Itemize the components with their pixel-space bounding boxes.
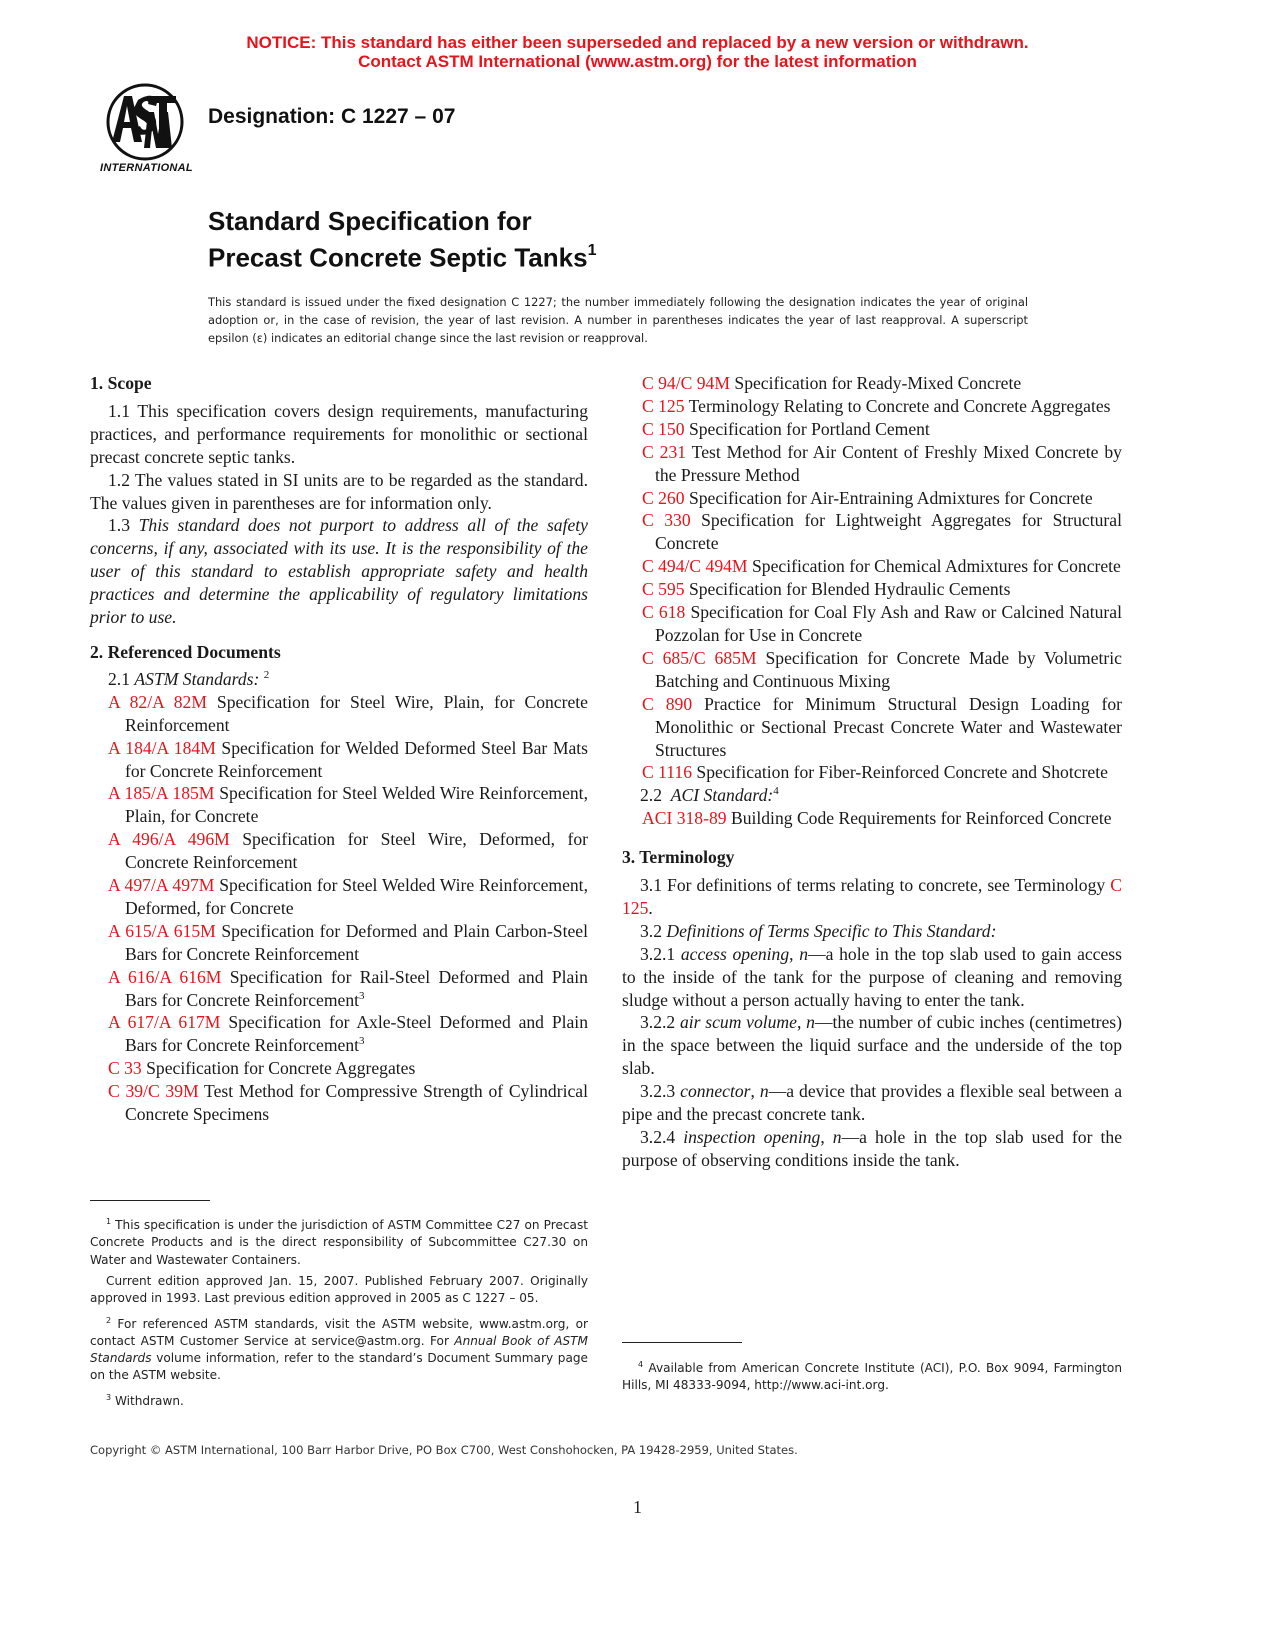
definition-term: air scum volume	[679, 1012, 797, 1033]
reference-code-link[interactable]: C 890	[642, 693, 693, 714]
reference-title: Specification for Welded Deformed Steel Bar Mats for Concrete Reinforcement	[125, 737, 589, 781]
definition-item: 3.2.3 connector, n—a device that provides a flexible seal between a pipe and the precast concrete tank.	[622, 1081, 1123, 1125]
reference-item	[622, 509, 1122, 555]
paragraph-1-2: 1.2 The values stated in SI units are to be regarded as the standard. The values given in parentheses are for information only.	[90, 469, 588, 513]
reference-title: Specification for Fiber-Reinforced Concrete and Shotcrete	[696, 762, 1108, 783]
reference-item	[622, 441, 1122, 487]
reference-title: Specification for Concrete Aggregates	[146, 1058, 416, 1079]
definition-term: inspection opening	[683, 1127, 821, 1147]
reference-title: Specification for Portland Cement	[688, 418, 930, 439]
reference-code-link[interactable]: C 125	[622, 875, 1122, 918]
reference-code-link[interactable]: A 82/A 82M	[108, 691, 207, 712]
reference-title: Specification for Blended Hydraulic Cements	[688, 579, 1011, 600]
definition-item: 3.2.2 air scum volume, n—the number of cubic inches (centimetres) in the space between the liquid surface and the underside of the top slab.	[622, 1012, 1122, 1079]
reference-item	[90, 691, 588, 737]
reference-title: Specification for Ready-Mixed Concrete	[734, 373, 1022, 393]
reference-code-link[interactable]: A 617/A 617M	[108, 1012, 221, 1033]
reference-code-link[interactable]: C 1116	[642, 762, 693, 783]
reference-item	[622, 578, 1122, 601]
footnote-rule-left	[90, 1200, 210, 1201]
reference-item	[90, 737, 588, 783]
reference-item	[90, 1057, 588, 1080]
reference-code-link[interactable]: C 39/C 39M	[108, 1081, 199, 1102]
reference-item	[622, 761, 1122, 784]
footnote-marker: 3	[359, 1035, 365, 1048]
reference-code-link[interactable]: A 496/A 496M	[108, 829, 230, 850]
section-heading-scope: 1. Scope	[90, 373, 152, 393]
reference-title: Specification for Steel Welded Wire Reinforcement, Plain, for Concrete	[125, 783, 588, 827]
issued-note: This standard is issued under the fixed designation C 1227; the number immediately following the designation indicates the year of original adoption or, in the case of revision, the year of last revision. A number in parentheses indicates the year of last reapproval. A superscript epsilon (ε) indicates an editorial change since the last revision or reapproval.	[208, 295, 1028, 345]
reference-item	[90, 828, 588, 874]
reference-item	[622, 487, 1122, 510]
astm-reference-list-right	[622, 372, 1122, 784]
reference-item	[622, 601, 1122, 647]
reference-code-link[interactable]: A 185/A 185M	[108, 783, 215, 804]
reference-code-link[interactable]: C 618	[642, 602, 686, 623]
reference-code-link[interactable]: C 685/C 685M	[642, 647, 757, 668]
title-footnote-marker: 1	[587, 242, 597, 259]
title-line-1: Standard Specification for	[208, 206, 532, 236]
reference-code-link[interactable]: C 33	[108, 1058, 142, 1079]
footnote-marker: 3	[359, 989, 365, 1002]
section-heading-referenced-documents: 2. Referenced Documents	[90, 641, 281, 662]
reference-title: Test Method for Air Content of Freshly Mixed Concrete by the Pressure Method	[655, 441, 1122, 485]
reference-item	[622, 418, 1122, 441]
reference-title: Specification for Steel Wire, Deformed, for Concrete Reinforcement	[125, 829, 588, 873]
reference-item	[90, 1080, 588, 1126]
footnote-2: $^2$ For referenced ASTM standards, visit the ASTM website, www.astm.org, or contact ASTM Customer Service at service@astm.org. For Annual Book of ASTM Standards volume information, refer to the standard’s Document Summary page on the ASTM website.	[90, 1315, 588, 1383]
reference-item	[622, 647, 1122, 693]
reference-item	[90, 874, 588, 920]
section-heading-terminology: 3. Terminology	[622, 847, 735, 868]
logo-caption: INTERNATIONAL	[100, 162, 193, 174]
footnote-rule-right	[622, 1342, 742, 1343]
reference-item	[622, 555, 1122, 578]
reference-title: Specification for Rail-Steel Deformed and Plain Bars for Concrete Reinforcement	[125, 966, 588, 1010]
astm-standards-label: 2.1 ASTM Standards: $^2$	[108, 668, 270, 689]
reference-code-link[interactable]: A 615/A 615M	[108, 920, 216, 941]
reference-code-link[interactable]: C 231	[642, 441, 687, 462]
definition-item: 3.2.1 access opening, n—a hole in the top slab used to gain access to the inside of the tank for the purpose of cleaning and removing sludge without a person actually having to enter the tank.	[622, 943, 1122, 1010]
reference-title: Specification for Concrete Made by Volumetric Batching and Continuous Mixing	[655, 647, 1122, 691]
title-line-2: Precast Concrete Septic Tanks$^1$	[208, 242, 597, 273]
reference-title: Specification for Lightweight Aggregates for Structural Concrete	[655, 510, 1122, 554]
reference-code-link[interactable]: ACI 318-89	[642, 808, 727, 829]
definitions-list	[622, 943, 1122, 1172]
reference-title: Specification for Deformed and Plain Carbon-Steel Bars for Concrete Reinforcement	[125, 920, 588, 964]
reference-title: Specification for Steel Welded Wire Reinforcement, Deformed, for Concrete	[125, 875, 588, 918]
reference-code-link[interactable]: C 330	[642, 510, 691, 531]
notice-line-2: Contact ASTM International (www.astm.org) for the latest information	[358, 52, 917, 71]
reference-item	[90, 920, 588, 966]
reference-code-link[interactable]: A 184/A 184M	[108, 737, 216, 758]
footnote-4: $^4$ Available from American Concrete Institute (ACI), P.O. Box 9094, Farmington Hills, MI 48333-9094, http://www.aci-int.org.	[622, 1360, 1122, 1393]
designation: Designation: C 1227 – 07	[208, 105, 456, 128]
reference-title: Specification for Air-Entraining Admixtures for Concrete	[688, 487, 1093, 508]
copyright-line: Copyright © ASTM International, 100 Barr Harbor Drive, PO Box C700, West Conshohocken, PA 19428-2959, United States.	[90, 1443, 798, 1457]
reference-item	[90, 1011, 588, 1057]
reference-item	[622, 372, 1122, 395]
footnote-3: $^3$ Withdrawn.	[106, 1392, 184, 1408]
paragraph-1-3: 1.3 This standard does not purport to address all of the safety concerns, if any, associated with its use. It is the responsibility of the user of this standard to establish appropriate safety and health practices and determine the applicability of regulatory limitations prior to use.	[90, 515, 588, 628]
footnotes-right	[622, 1356, 1122, 1399]
definition-term: connector	[680, 1081, 751, 1102]
document-title	[208, 206, 596, 274]
reference-code-link[interactable]: C 595	[642, 579, 685, 600]
aci-standard-label: 2.2 ACI Standard:$^4$	[640, 785, 779, 806]
footnote-1-continued: Current edition approved Jan. 15, 2007. Published February 2007. Originally approved in 1993. Last previous edition approved in 2005 as C 1227 – 05.	[90, 1273, 588, 1306]
reference-item	[622, 395, 1122, 418]
footnote-1: $^1$ This specification is under the jurisdiction of ASTM Committee C27 on Precast Concrete Products and is the direct responsibility of Subcommittee C27.30 on Water and Wastewater Containers.	[90, 1217, 588, 1267]
left-column	[90, 372, 588, 1126]
paragraph-3-2: 3.2 Definitions of Terms Specific to This Standard:	[640, 920, 997, 941]
reference-code-link[interactable]: C 94/C 94M	[642, 373, 730, 393]
reference-code-link[interactable]: C 494/C 494M	[642, 556, 748, 577]
page-number: 1	[633, 1497, 642, 1517]
reference-title: Specification for Coal Fly Ash and Raw or Calcined Natural Pozzolan for Use in Concrete	[655, 602, 1122, 645]
footnotes-left	[90, 1213, 588, 1414]
reference-code-link[interactable]: A 616/A 616M	[108, 966, 222, 987]
reference-title: Practice for Minimum Structural Design Loading for Monolithic or Sectional Precast Concrete Water and Wastewater Structures	[655, 693, 1122, 760]
reference-title: Specification for Chemical Admixtures for Concrete	[752, 556, 1121, 577]
reference-code-link[interactable]: C 125	[642, 395, 685, 416]
reference-title: Specification for Axle-Steel Deformed and Plain Bars for Concrete Reinforcement	[125, 1012, 588, 1056]
reference-title: Terminology Relating to Concrete and Concrete Aggregates	[688, 395, 1111, 416]
definition-term: access opening	[680, 943, 790, 964]
supersession-notice	[0, 33, 1275, 71]
paragraph-3-1: 3.1 For definitions of terms relating to concrete, see Terminology C 125.	[622, 875, 1122, 918]
definition-item: 3.2.4 inspection opening, n—a hole in the top slab used for the purpose of observing conditions inside the tank.	[622, 1127, 1123, 1170]
notice-line-1: NOTICE: This standard has either been superseded and replaced by a new version or withdrawn.	[246, 33, 1029, 52]
astm-reference-list-left	[90, 691, 588, 1126]
reference-item-aci: ACI 318-89 Building Code Requirements for Reinforced Concrete	[642, 808, 1112, 829]
reference-item	[90, 966, 588, 1012]
reference-title: Test Method for Compressive Strength of Cylindrical Concrete Specimens	[125, 1081, 588, 1125]
reference-title: Specification for Steel Wire, Plain, for Concrete Reinforcement	[125, 691, 588, 735]
reference-item	[90, 782, 588, 828]
right-column	[622, 372, 1122, 1172]
reference-item	[622, 693, 1122, 762]
reference-code-link[interactable]: A 497/A 497M	[108, 875, 215, 896]
reference-code-link[interactable]: C 260	[642, 487, 685, 508]
paragraph-1-1: 1.1 This specification covers design requirements, manufacturing practices, and performance requirements for monolithic or sectional precast concrete septic tanks.	[90, 400, 588, 467]
reference-code-link[interactable]: C 150	[642, 418, 685, 439]
